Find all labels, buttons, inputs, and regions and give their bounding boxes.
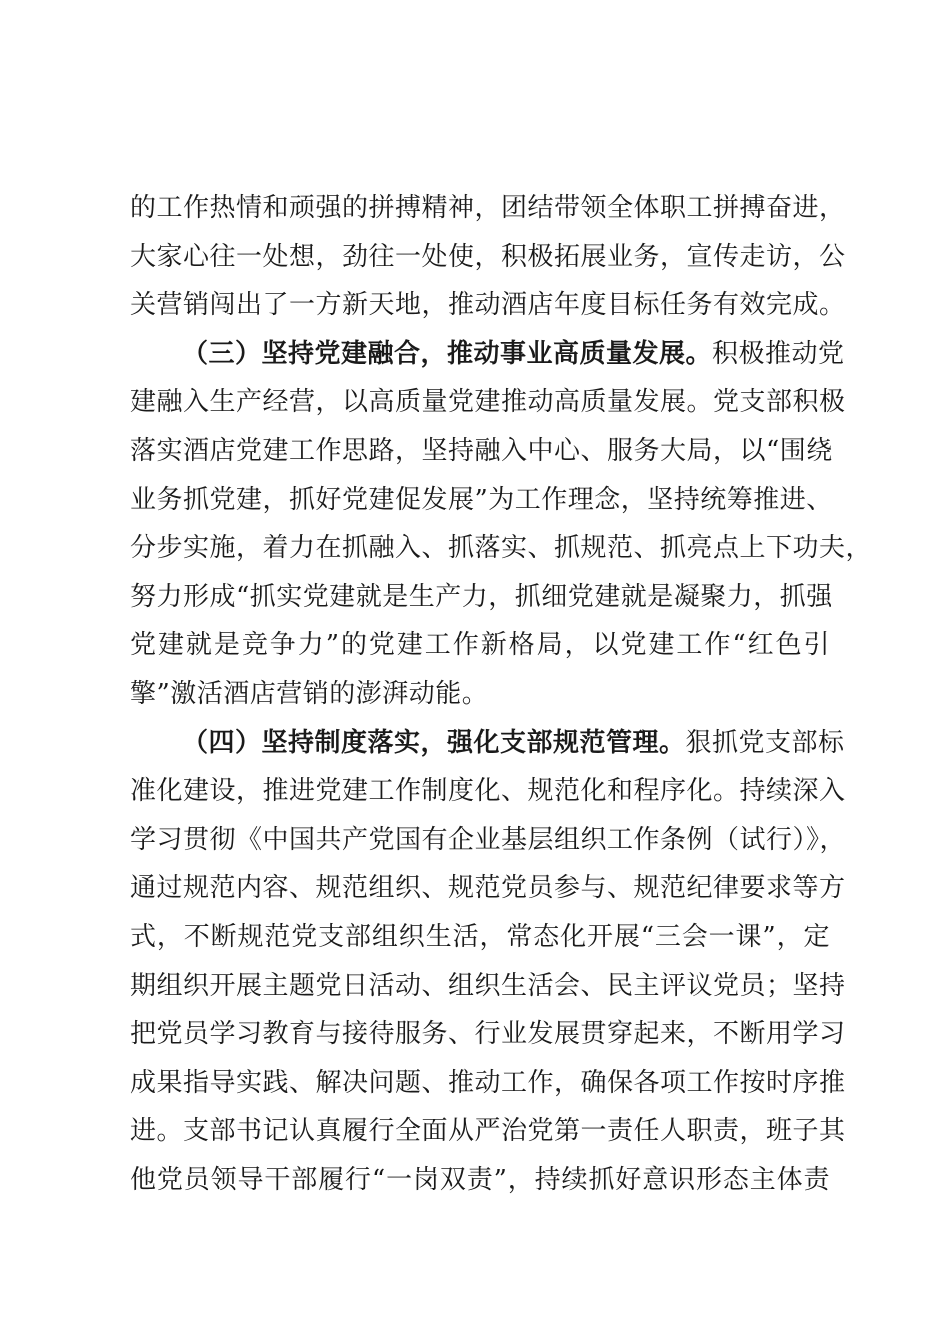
text-line: 通过规范内容、规范组织、规范党员参与、规范纪律要求等方 [130, 873, 846, 904]
text-line: 业务抓党建，抓好党建促发展”为工作理念，坚持统筹推进、 [130, 484, 833, 515]
paragraph-1 [130, 184, 846, 330]
text-line: 准化建设，推进党建工作制度化、规范化和程序化。持续深入 [130, 776, 846, 807]
text-line: 期组织开展主题党日活动、组织生活会、民主评议党员；坚持 [130, 970, 846, 1001]
text-line: 党建就是竞争力”的党建工作新格局，以党建工作“红色引 [130, 630, 830, 661]
section-heading: （三）坚持党建融合，推动事业高质量发展。 [182, 338, 713, 369]
text-line: 努力形成“抓实党建就是生产力，抓细党建就是凝聚力，抓强 [130, 581, 833, 612]
text-line: 建融入生产经营，以高质量党建推动高质量发展。党支部积极 [130, 387, 846, 418]
paragraph-2 [130, 330, 873, 719]
text-line: 落实酒店党建工作思路，坚持融入中心、服务大局，以“围绕 [130, 435, 833, 466]
text-line: 成果指导实践、解决问题、推动工作，确保各项工作按时序推 [130, 1067, 846, 1098]
paragraph-3 [130, 719, 847, 1205]
document-page [130, 184, 873, 1204]
text-line: 的工作热情和顽强的拼搏精神，团结带领全体职工拼搏奋进， [130, 193, 846, 223]
text-line: 他党员领导干部履行“一岗双责”，持续抓好意识形态主体责 [130, 1164, 830, 1195]
text-line: 式，不断规范党支部组织生活，常态化开展“三会一课”，定 [130, 921, 830, 952]
text-line: 擎”激活酒店营销的澎湃动能。 [130, 678, 489, 709]
paragraph-first-line [130, 330, 845, 379]
text-line: 进。支部书记认真履行全面从严治党第一责任人职责，班子其 [130, 1116, 846, 1147]
paragraph-first-line [130, 719, 845, 768]
text-line: 分步实施，着力在抓融入、抓落实、抓规范、抓亮点上下功夫， [130, 533, 873, 564]
text-segment: 积极推动党 [712, 338, 845, 369]
text-line: 关营销闯出了一方新天地，推动酒店年度目标任务有效完成。 [130, 290, 846, 321]
text-segment: 狠抓党支部标 [685, 727, 845, 758]
text-line: 把党员学习教育与接待服务、行业发展贯穿起来，不断用学习 [130, 1019, 846, 1050]
section-heading: （四）坚持制度落实，强化支部规范管理。 [182, 727, 686, 758]
text-line: 大家心往一处想，劲往一处使，积极拓展业务，宣传走访，公 [130, 241, 846, 272]
text-line: 学习贯彻《中国共产党国有企业基层组织工作条例（试行）》， [130, 824, 847, 855]
